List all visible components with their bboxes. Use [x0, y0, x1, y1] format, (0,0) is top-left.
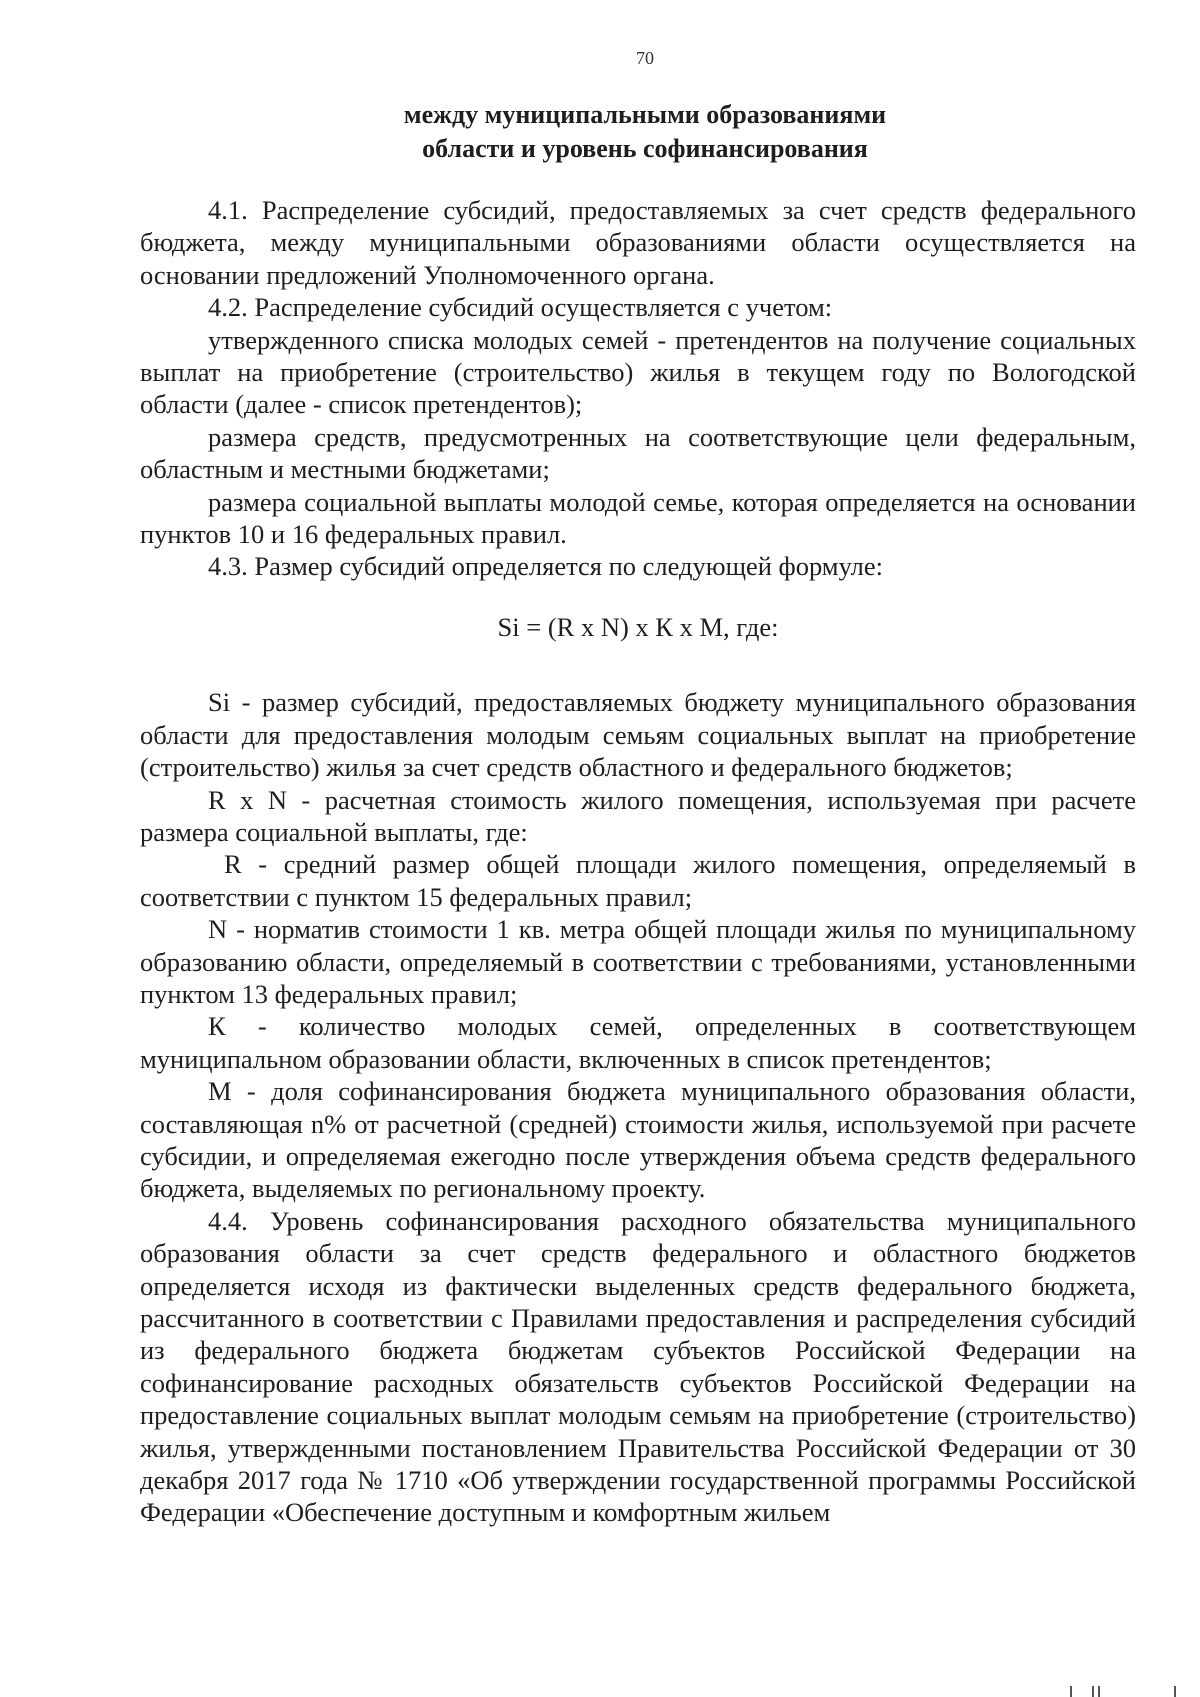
- paragraph-4-3: 4.3. Размер субсидий определяется по следующей формуле:: [208, 551, 884, 582]
- paragraph-4-2-item-budget: размера средств, предусмотренных на соответствующие цели федеральным, областным и местными бюджетами;: [140, 421, 1136, 485]
- heading-line-1: между муниципальными образованиями: [403, 100, 887, 129]
- document-body: [140, 194, 1136, 1529]
- subsidy-formula: Si = (R x N) x К x М, где:: [497, 611, 779, 642]
- page-number: 70: [636, 48, 654, 68]
- paragraph-4-1: 4.1. Распределение субсидий, предоставляемых за счет средств федерального бюджета, между муниципальными образованиями области осуществляется на основании предложений Уполномоченного органа.: [140, 195, 1136, 290]
- definition-m: М - доля софинансирования бюджета муниципального образования области, составляющая n% от расчетной (средней) стоимости жилья, используемой при расчете субсидии, и определяемая ежегодно после утверждения объема средств федерального бюджета, выделяемых по региональному проекту.: [140, 1076, 1136, 1204]
- paragraph-4-4: 4.4. Уровень софинансирования расходного обязательства муниципального образования области за счет средств федерального и областного бюджетов определяется исходя из фактически выделенных средств федерального бюджета, рассчитанного в соответствии с Правилами предоставления и распределения субсидий из федерального бюджета бюджетам субъектов Российской Федерации на софинансирование расходных обязательств субъектов Российской Федерации на предоставление социальных выплат молодым семьям на приобретение (строительство) жилья, утвержденными постановлением Правительства Российской Федерации от 30 декабря 2017 года № 1710 «Об утверждении государственной программы Российской Федерации «Обеспечение доступным и комфортным жильем: [140, 1205, 1136, 1528]
- definition-k: К - количество молодых семей, определенных в соответствующем муниципальном образовании области, включенных в список претендентов;: [140, 1011, 1136, 1074]
- paragraph-4-2-item-list: утвержденного списка молодых семей - претендентов на получение социальных выплат на приобретение (строительство) жилья в текущем году по Вологодской области (далее - список претендентов);: [140, 324, 1136, 420]
- definition-n: N - норматив стоимости 1 кв. метра общей площади жилья по муниципальному образованию области, определяемый в соответствии с требованиями, установленными пунктом 13 федеральных правил;: [140, 914, 1136, 1009]
- paragraph-4-2-item-payment: размера социальной выплаты молодой семье, которая определяется на основании пунктов 10 и 16 федеральных правил.: [140, 486, 1136, 550]
- definition-si: Si - размер субсидий, предоставляемых бюджету муниципального образования области для предоставления молодым семьям социальных выплат на приобретение (строительство) жилья за счет средств областного и федерального бюджетов;: [140, 687, 1136, 783]
- section-heading: [140, 98, 1150, 166]
- definition-rn: R x N - расчетная стоимость жилого помещения, используемая при расчете размера социальной выплаты, где:: [140, 784, 1136, 847]
- paragraph-4-2: 4.2. Распределение субсидий осуществляется с учетом:: [208, 292, 833, 323]
- scan-edge-marks: [1070, 1686, 1190, 1697]
- heading-line-2: области и уровень софинансирования: [422, 134, 868, 163]
- definition-r: R - средний размер общей площади жилого помещения, определяемый в соответствии с пунктом 15 федеральных правил;: [140, 849, 1136, 912]
